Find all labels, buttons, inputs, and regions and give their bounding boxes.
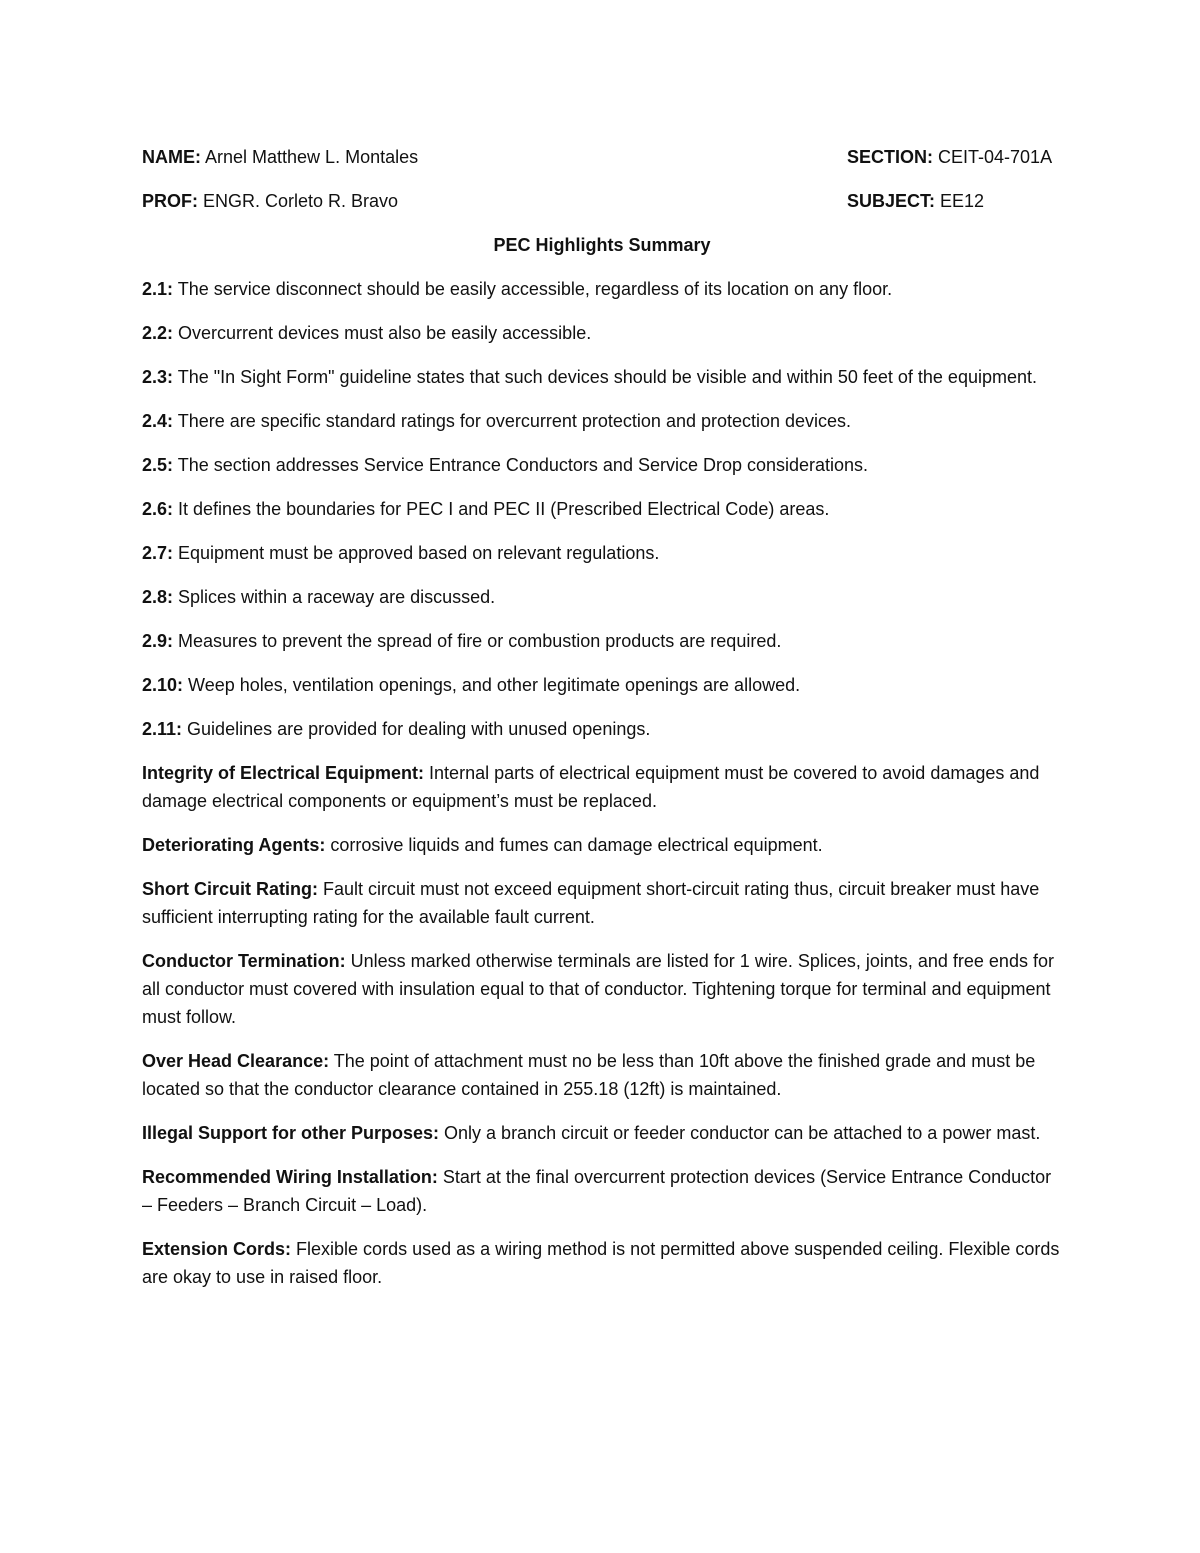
subject-field [847,187,984,215]
summary-item [142,1235,1062,1291]
summary-item [142,583,1062,611]
summary-item [142,495,1062,523]
section-value: CEIT-04-701A [933,147,1053,167]
prof-value: ENGR. Corleto R. Bravo [198,191,399,211]
summary-item [142,947,1062,1031]
item-label: 2.7: [142,543,174,563]
summary-item [142,627,1062,655]
item-label: Illegal Support for other Purposes: [142,1123,440,1143]
subject-label: SUBJECT: [847,191,936,211]
item-label: 2.8: [142,587,174,607]
summary-item [142,715,1062,743]
prof-field [142,187,398,215]
item-label: 2.10: [142,675,184,695]
item-label: 2.9: [142,631,174,651]
item-label: 2.5: [142,455,174,475]
item-text: The section addresses Service Entrance Conductors and Service Drop considerations. [173,455,869,475]
summary-item [142,539,1062,567]
summary-item [142,671,1062,699]
item-text: Fault circuit must not exceed equipment short-circuit rating thus, circuit breaker must have sufficient interrupting rating for the available fault current. [142,879,1040,927]
document-body [142,143,1062,1307]
summary-item [142,1119,1062,1147]
item-label: Extension Cords: [142,1239,292,1259]
item-text: Overcurrent devices must also be easily accessible. [173,323,592,343]
item-label: 2.1: [142,279,174,299]
item-label: Short Circuit Rating: [142,879,318,899]
name-field [142,143,418,171]
summary-item [142,407,1062,435]
summary-item [142,451,1062,479]
summary-item [142,875,1062,931]
item-text: Splices within a raceway are discussed. [173,587,496,607]
item-text: Start at the final overcurrent protection devices (Service Entrance Conductor – Feeders – Branch Circuit – Load). [142,1167,1052,1215]
item-label: 2.3: [142,367,174,387]
item-text: The service disconnect should be easily accessible, regardless of its location on any floor. [173,279,893,299]
subject-value: EE12 [935,191,985,211]
item-text: Flexible cords used as a wiring method is not permitted above suspended ceiling. Flexible cords are okay to use in raised floor. [142,1239,1060,1287]
summary-item [142,759,1062,815]
summary-item [142,319,1062,347]
item-text: Internal parts of electrical equipment must be covered to avoid damages and damage electrical components or equipment’s must be replaced. [142,763,1040,811]
item-label: Integrity of Electrical Equipment: [142,763,425,783]
item-text: Equipment must be approved based on relevant regulations. [173,543,660,563]
item-text: corrosive liquids and fumes can damage electrical equipment. [325,835,823,855]
header-row-2 [142,187,1062,215]
item-text: Guidelines are provided for dealing with unused openings. [182,719,651,739]
section-field [847,143,1052,171]
item-text: There are specific standard ratings for overcurrent protection and protection devices. [173,411,852,431]
summary-item [142,363,1062,391]
item-label: Recommended Wiring Installation: [142,1167,438,1187]
item-label: Deteriorating Agents: [142,835,326,855]
summary-item [142,831,1062,859]
item-text: Unless marked otherwise terminals are listed for 1 wire. Splices, joints, and free ends for all conductor must covered with insulation equal to that of conductor. Tightening torque for terminal and equipment must follow. [142,951,1054,1027]
summary-item [142,1163,1062,1219]
item-text: Weep holes, ventilation openings, and other legitimate openings are allowed. [183,675,801,695]
item-label: 2.11: [142,719,183,739]
item-text: It defines the boundaries for PEC I and PEC II (Prescribed Electrical Code) areas. [173,499,830,519]
name-value: Arnel Matthew L. Montales [201,147,419,167]
item-text: Measures to prevent the spread of fire or combustion products are required. [173,631,782,651]
item-label: Conductor Termination: [142,951,346,971]
section-label: SECTION: [847,147,934,167]
item-text: Only a branch circuit or feeder conductor can be attached to a power mast. [439,1123,1041,1143]
item-label: 2.6: [142,499,174,519]
summary-item [142,275,1062,303]
name-label: NAME: [142,147,201,167]
summary-item [142,1047,1062,1103]
prof-label: PROF: [142,191,198,211]
item-text: The "In Sight Form" guideline states that such devices should be visible and within 50 feet of the equipment. [173,367,1037,387]
document-title: PEC Highlights Summary [493,235,711,255]
item-label: 2.4: [142,411,174,431]
item-label: Over Head Clearance: [142,1051,330,1071]
header-row-1 [142,143,1062,171]
item-label: 2.2: [142,323,174,343]
item-text: The point of attachment must no be less than 10ft above the finished grade and must be located so that the conductor clearance contained in 255.18 (12ft) is maintained. [142,1051,1036,1099]
